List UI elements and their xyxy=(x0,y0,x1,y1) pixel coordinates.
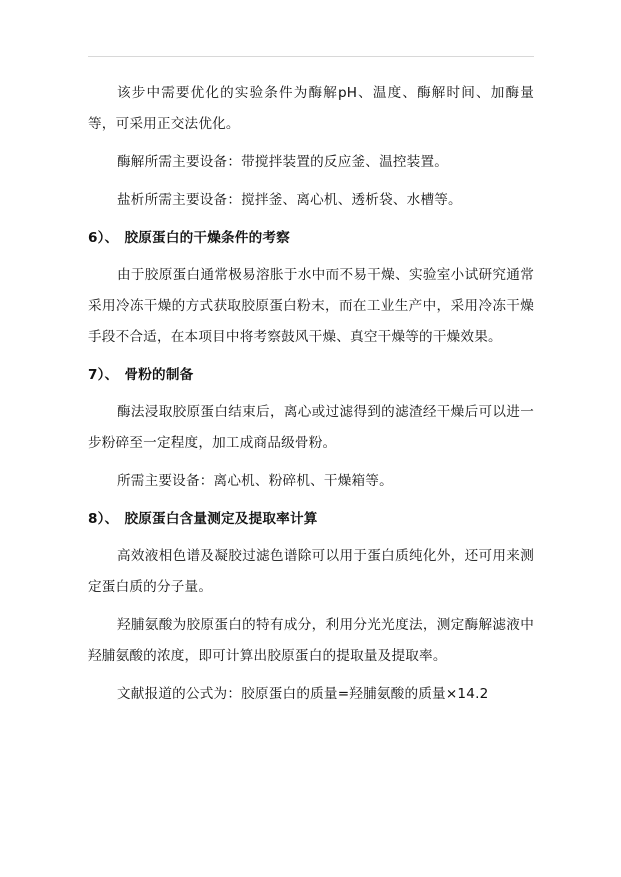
paragraph-hydroxyproline: 羟脯氨酸为胶原蛋白的特有成分，利用分光光度法，测定酶解滤液中羟脯氨酸的浓度，即可计算出胶原蛋白的提取量及提取率。 xyxy=(88,617,534,664)
paragraph-optimization-conditions: 该步中需要优化的实验条件为酶解pH、温度、酶解时间、加酶量等，可采用正交法优化。 xyxy=(88,85,534,132)
section-number: 8）、 xyxy=(88,511,119,527)
paragraph-enzymolysis-equipment: 酶解所需主要设备：带搅拌装置的反应釜、温控装置。 xyxy=(117,154,449,170)
section-number: 6）、 xyxy=(88,230,119,246)
paragraph-chromatography: 高效液相色谱及凝胶过滤色谱除可以用于蛋白质纯化外，还可用来测定蛋白质的分子量。 xyxy=(88,548,534,595)
section-heading-collagen-measurement xyxy=(88,504,534,535)
section-heading-bone-powder xyxy=(88,360,534,391)
paragraph-drying-conditions: 由于胶原蛋白通常极易溶胀于水中而不易干燥、实验室小试研究通常采用冷冻干燥的方式获取胶原蛋白粉末，而在工业生产中，采用冷冻干燥手段不合适，在本项目中将考察鼓风干燥、真空干燥等的干燥效果。 xyxy=(88,267,534,345)
paragraph-bone-powder-process: 酶法浸取胶原蛋白结束后，离心或过滤得到的滤渣经干燥后可以进一步粉碎至一定程度，加工成商品级骨粉。 xyxy=(88,404,534,451)
paragraph-bone-powder-equipment: 所需主要设备：离心机、粉碎机、干燥箱等。 xyxy=(117,473,393,489)
section-title: 骨粉的制备 xyxy=(124,367,194,383)
header-rule xyxy=(88,56,534,57)
document-body xyxy=(88,78,534,717)
paragraph-formula: 文献报道的公式为：胶原蛋白的质量=羟脯氨酸的质量×14.2 xyxy=(117,686,489,702)
section-title: 胶原蛋白含量测定及提取率计算 xyxy=(124,511,318,527)
section-heading-drying xyxy=(88,223,534,254)
section-number: 7）、 xyxy=(88,367,119,383)
section-title: 胶原蛋白的干燥条件的考察 xyxy=(124,230,290,246)
paragraph-salting-out-equipment: 盐析所需主要设备：搅拌釜、离心机、透析袋、水槽等。 xyxy=(117,192,462,208)
